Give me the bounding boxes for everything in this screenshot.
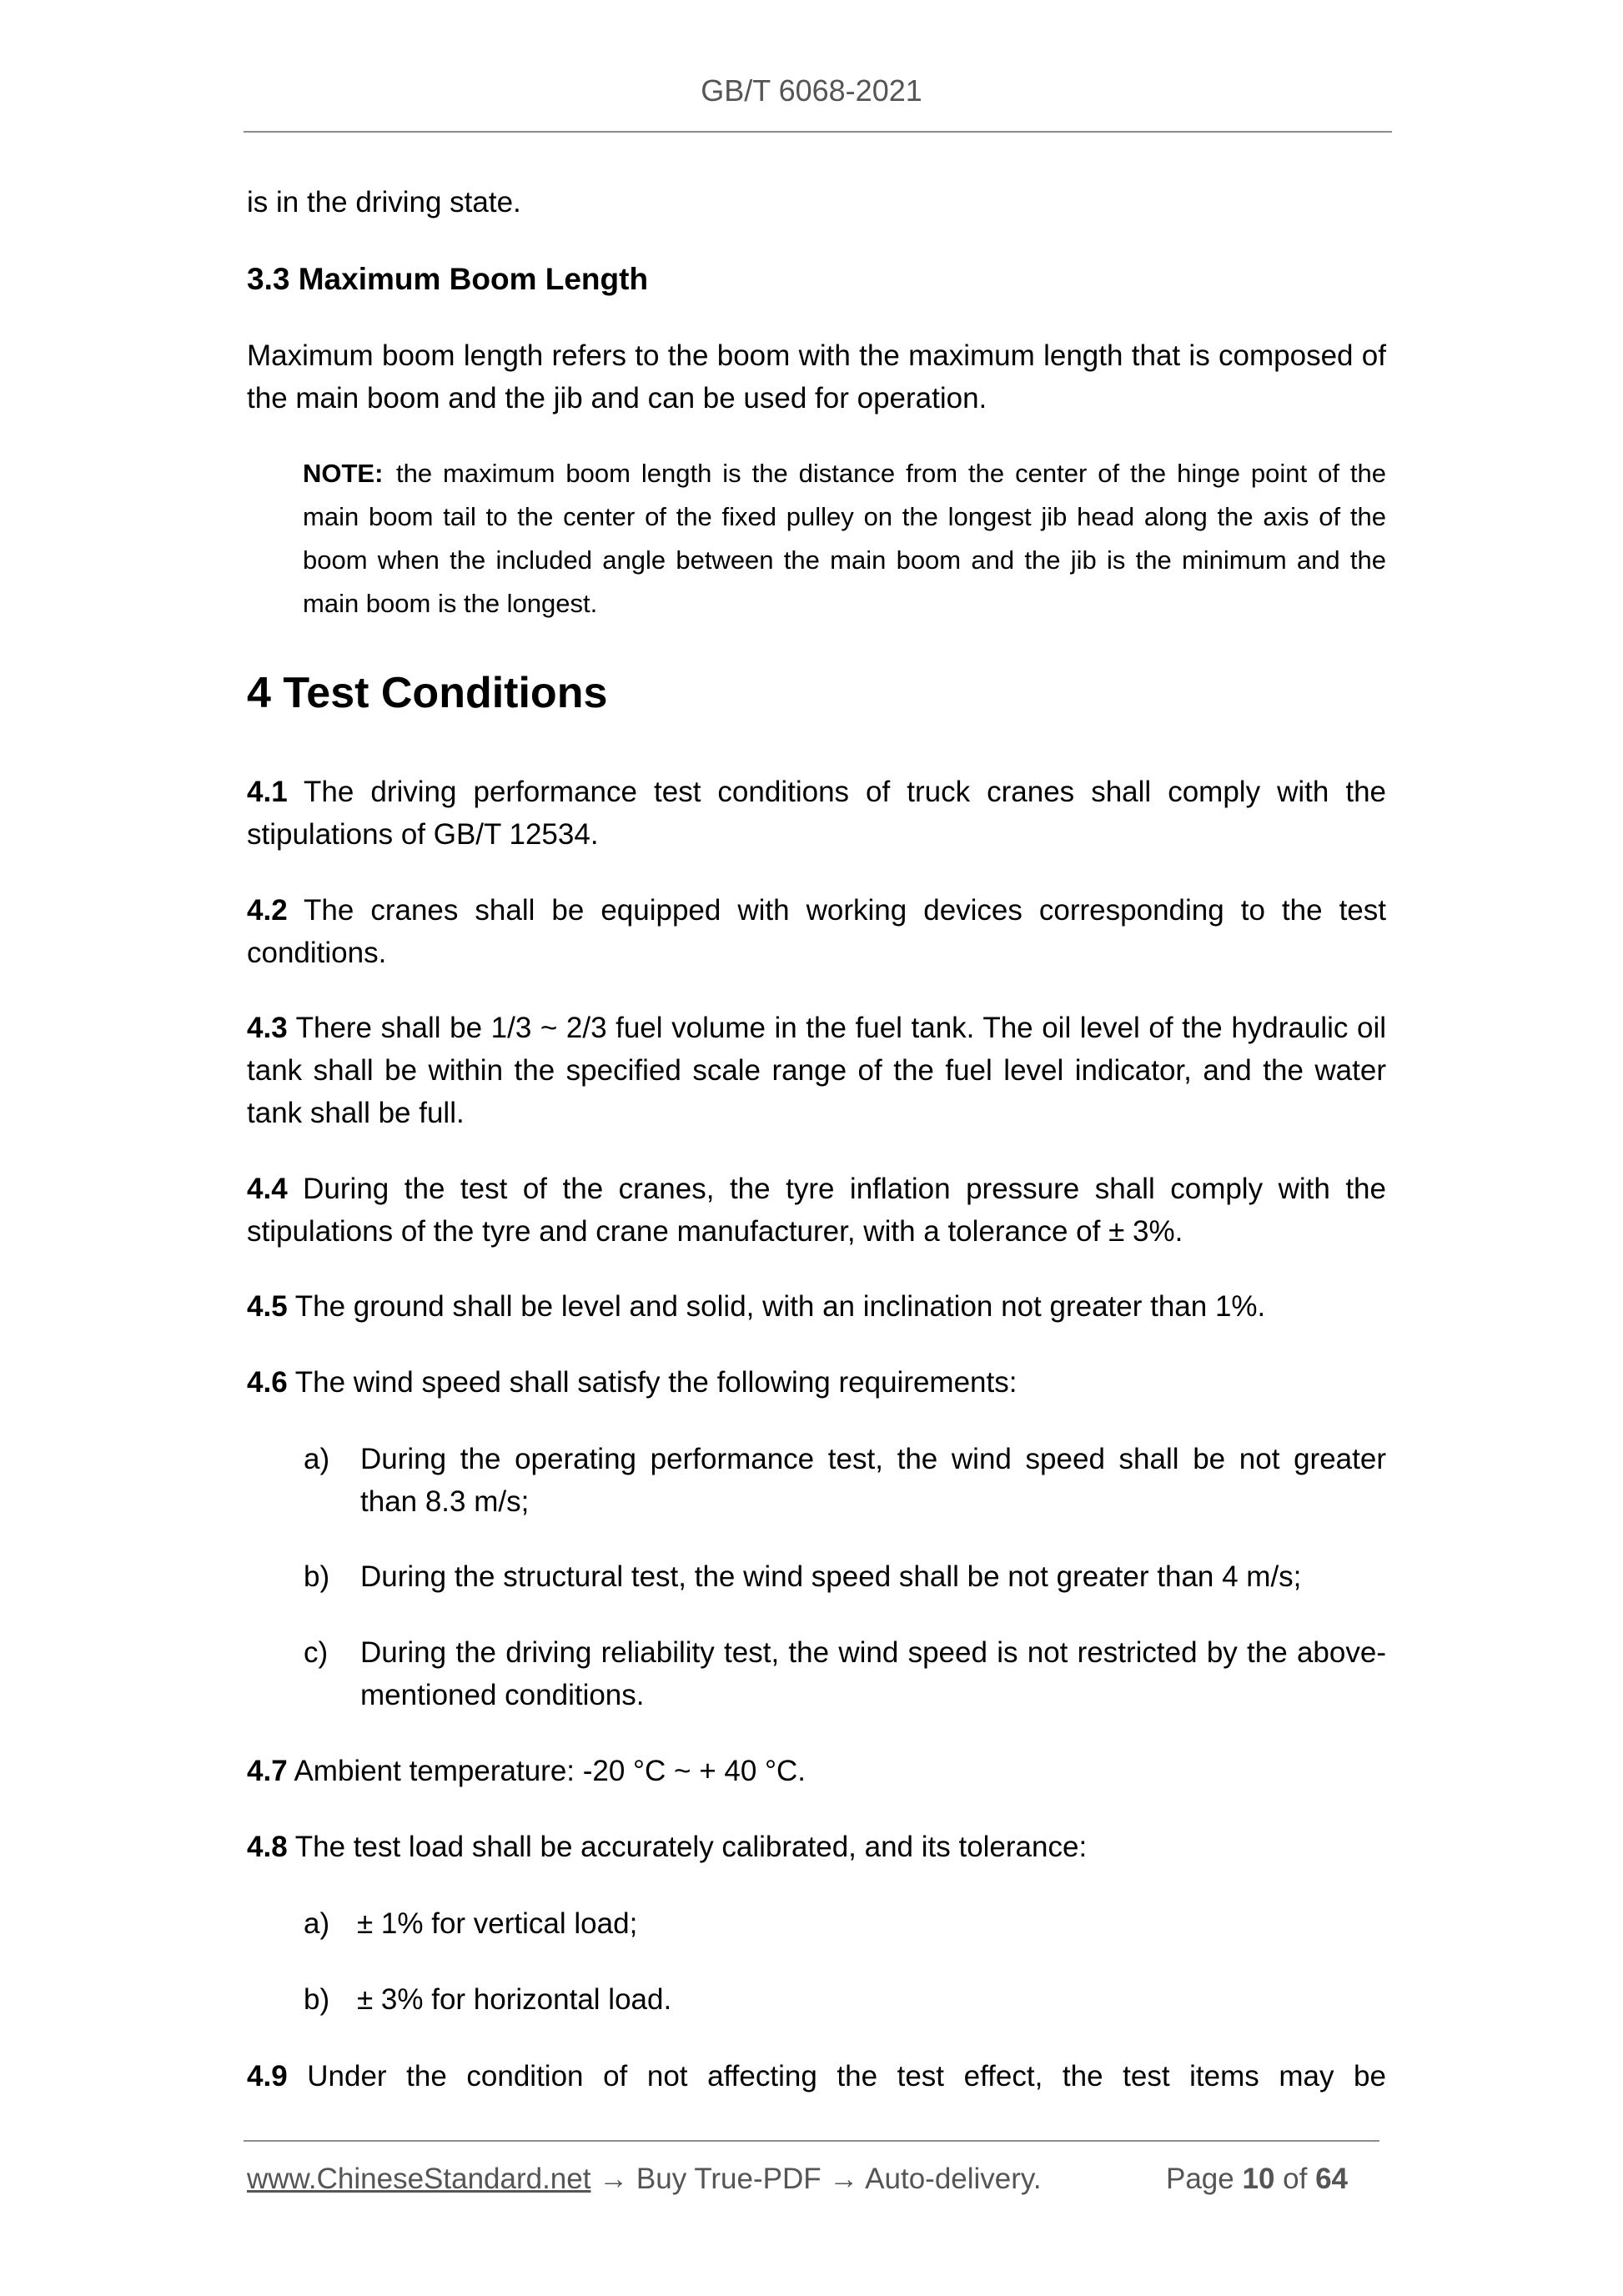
- wind-item-a-marker: a): [304, 1443, 330, 1475]
- clause-4-5-number: 4.5: [247, 1290, 288, 1323]
- footer-divider: [244, 2140, 1379, 2142]
- footer-page-indicator: [1166, 2158, 1348, 2200]
- footer-page-label: Page: [1166, 2163, 1234, 2195]
- note-label: NOTE:: [303, 459, 384, 488]
- load-item-b-marker: b): [304, 1983, 330, 2016]
- clause-4-4-number: 4.4: [247, 1173, 288, 1205]
- footer-website-link[interactable]: www.ChineseStandard.net: [247, 2163, 591, 2195]
- clause-4-3: [247, 1007, 1386, 1134]
- section-3-3-heading: 3.3 Maximum Boom Length: [247, 262, 649, 296]
- clause-4-5: [247, 1285, 1386, 1328]
- load-item-b: [304, 1978, 1386, 2021]
- clause-4-1-text: The driving performance test conditions of truck cranes shall comply with the stipulations of GB/T 12534.: [247, 776, 1387, 851]
- footer-total-pages: 64: [1315, 2163, 1349, 2195]
- footer-promo-text: → Buy True-PDF → Auto-delivery.: [590, 2163, 1042, 2195]
- footer-promo: [247, 2158, 1042, 2200]
- load-item-b-text: ± 3% for horizontal load.: [357, 1983, 672, 2016]
- clause-4-8-text: The test load shall be accurately calibrated, and its tolerance:: [294, 1831, 1088, 1863]
- clause-4-9: [247, 2055, 1386, 2098]
- clause-4-7: [247, 1750, 1386, 1792]
- clause-4-6-text: The wind speed shall satisfy the following requirements:: [294, 1366, 1018, 1399]
- header-divider: [244, 131, 1392, 133]
- clause-4-8-number: 4.8: [247, 1831, 288, 1863]
- wind-item-a-text: During the operating performance test, the wind speed shall be not greater than 8.3 m/s;: [360, 1443, 1386, 1518]
- clause-4-2-number: 4.2: [247, 894, 288, 927]
- clause-4-3-text: There shall be 1/3 ~ 2/3 fuel volume in the fuel tank. The oil level of the hydraulic oil tank shall be within the specified scale range of the fuel level indicator, and the water tank shall be full.: [247, 1012, 1386, 1129]
- wind-item-b-marker: b): [304, 1560, 330, 1593]
- footer-of-label: of: [1283, 2163, 1308, 2195]
- clause-4-9-number: 4.9: [247, 2060, 288, 2093]
- wind-item-c-text: During the driving reliability test, the wind speed is not restricted by the above-mentioned conditions.: [360, 1636, 1386, 1711]
- clause-4-4: [247, 1168, 1386, 1253]
- intro-line: is in the driving state.: [247, 186, 521, 219]
- clause-4-7-number: 4.7: [247, 1755, 288, 1787]
- clause-4-2-text: The cranes shall be equipped with working devices corresponding to the test conditions.: [247, 894, 1386, 969]
- clause-4-1: [247, 771, 1386, 856]
- wind-item-c-marker: c): [304, 1636, 329, 1669]
- clause-4-8: [247, 1826, 1386, 1868]
- wind-item-c: [304, 1631, 1386, 1716]
- note-text-wrap: [303, 452, 1386, 625]
- footer-page-number: 10: [1242, 2163, 1275, 2195]
- section-4-heading: 4 Test Conditions: [247, 669, 608, 717]
- clause-4-5-text: The ground shall be level and solid, with an inclination not greater than 1%.: [294, 1290, 1266, 1323]
- load-item-a-marker: a): [304, 1907, 330, 1940]
- clause-4-7-text: Ambient temperature: -20 °C ~ + 40 °C.: [294, 1755, 806, 1787]
- page-header-title: GB/T 6068-2021: [701, 73, 922, 108]
- wind-item-b: [304, 1555, 1386, 1598]
- clause-4-4-text: During the test of the cranes, the tyre inflation pressure shall comply with the stipulations of the tyre and crane manufacturer, with a tolerance of ± 3%.: [247, 1173, 1386, 1248]
- wind-item-b-text: During the structural test, the wind speed shall be not greater than 4 m/s;: [360, 1560, 1302, 1593]
- load-item-a-text: ± 1% for vertical load;: [357, 1907, 638, 1940]
- clause-4-3-number: 4.3: [247, 1012, 288, 1044]
- note-text: the maximum boom length is the distance from the center of the hinge point of the main boom tail to the center of the fixed pulley on the longest jib head along the axis of the boom when the included angle between the main boom and the jib is the minimum and the main boom is the longest.: [303, 459, 1386, 618]
- clause-4-2: [247, 889, 1386, 974]
- clause-4-1-number: 4.1: [247, 776, 288, 808]
- section-3-3-paragraph: Maximum boom length refers to the boom with the maximum length that is composed of the main boom and the jib and can be used for operation.: [247, 339, 1386, 414]
- load-item-a: [304, 1902, 1386, 1945]
- clause-4-6-number: 4.6: [247, 1366, 288, 1399]
- wind-item-a: [304, 1438, 1386, 1523]
- clause-4-9-text: Under the condition of not affecting the test effect, the test items may be: [307, 2060, 1386, 2093]
- clause-4-6: [247, 1361, 1386, 1404]
